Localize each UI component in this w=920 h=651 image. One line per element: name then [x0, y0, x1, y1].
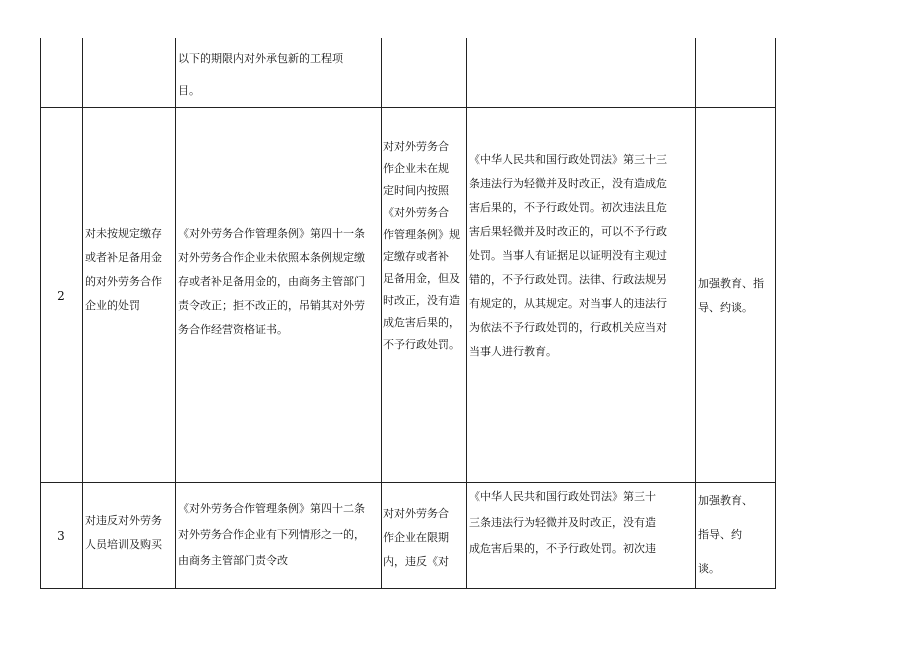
- text-line: 内，违反《对: [383, 555, 449, 568]
- text-line: 作企业未在规: [383, 162, 449, 175]
- row-number: 2: [57, 289, 65, 303]
- text-line: 有规定的，从其规定。对当事人的违法行: [469, 297, 667, 310]
- text-line: 导、约谈。: [698, 301, 753, 314]
- text-line: 或者补足备用金: [85, 251, 162, 264]
- row-number: 3: [57, 529, 65, 543]
- row3-item-cell: [85, 509, 175, 557]
- row1-basis-cell: [178, 43, 378, 107]
- text-line: 对违反对外劳务: [85, 514, 162, 527]
- text-line: 企业的处罚: [85, 299, 140, 312]
- grid-line: [775, 38, 776, 589]
- text-line: 目。: [178, 84, 200, 97]
- text-line: 定缴存或者补: [383, 250, 449, 263]
- text-line: 存或者补足备用金的，由商务主管部门: [178, 275, 365, 288]
- text-line: 害后果轻微并及时改正的，可以不予行政: [469, 225, 667, 238]
- row3-condition-cell: [383, 502, 466, 574]
- grid-line: [175, 38, 176, 589]
- text-line: 《中华人民共和国行政处罚法》第三十三: [469, 153, 667, 166]
- text-line: 时改正，没有造: [383, 294, 460, 307]
- text-line: 条违法行为轻微并及时改正，没有造成危: [469, 177, 667, 190]
- row3-measures-cell: [698, 484, 775, 586]
- text-line: 不予行政处罚。: [383, 338, 460, 351]
- grid-line: [466, 38, 467, 589]
- text-line: 对外劳务合作企业有下列情形之一的，: [178, 528, 365, 541]
- text-line: 人员培训及购买: [85, 538, 162, 551]
- text-line: 对外劳务合作企业未依照本条例规定缴: [178, 251, 365, 264]
- grid-line: [40, 38, 41, 589]
- text-line: 务合作经营资格证书。: [178, 323, 288, 336]
- grid-line: [381, 38, 382, 589]
- text-line: 指导、约: [698, 528, 742, 541]
- text-line: 《中华人民共和国行政处罚法》第三十: [469, 490, 656, 503]
- text-line: 《对外劳务合: [383, 206, 449, 219]
- text-line: 谈。: [698, 562, 720, 575]
- row2-item-cell: [85, 222, 175, 318]
- row2-number: [40, 284, 82, 308]
- text-line: 足备用金，但及: [383, 272, 460, 285]
- grid-line: [82, 38, 83, 589]
- text-line: 加强教育、指: [698, 277, 764, 290]
- text-line: 作企业在限期: [383, 531, 449, 544]
- grid-line: [40, 107, 776, 108]
- text-line: 定时间内按照: [383, 184, 449, 197]
- text-line: 责令改正；拒不改正的，吊销其对外劳: [178, 299, 365, 312]
- text-line: 对对外劳务合: [383, 140, 449, 153]
- grid-line: [695, 38, 696, 589]
- text-line: 处罚。当事人有证据足以证明没有主观过: [469, 249, 667, 262]
- text-line: 对未按规定缴存: [85, 227, 162, 240]
- grid-line: [40, 482, 776, 483]
- text-line: 对对外劳务合: [383, 507, 449, 520]
- text-line: 《对外劳务合作管理条例》第四十一条: [178, 227, 365, 240]
- text-line: 由商务主管部门责令改: [178, 554, 288, 567]
- grid-line: [40, 588, 776, 589]
- text-line: 成危害后果的，不予行政处罚。初次违: [469, 542, 656, 555]
- text-line: 错的，不予行政处罚。法律、行政法规另: [469, 273, 667, 286]
- text-line: 《对外劳务合作管理条例》第四十二条: [178, 502, 365, 515]
- row2-condition-cell: [383, 136, 466, 356]
- row3-number: [40, 524, 82, 548]
- row3-exemption-basis-cell: [469, 484, 695, 562]
- text-line: 加强教育、: [698, 494, 753, 507]
- text-line: 作管理条例》规: [383, 228, 460, 241]
- text-line: 害后果的，不予行政处罚。初次违法且危: [469, 201, 667, 214]
- text-line: 成危害后果的，: [383, 316, 460, 329]
- text-line: 三条违法行为轻微并及时改正，没有造: [469, 516, 656, 529]
- text-line: 的对外劳务合作: [85, 275, 162, 288]
- row2-basis-cell: [178, 222, 381, 342]
- text-line: 以下的期限内对外承包新的工程项: [178, 52, 343, 65]
- text-line: 为依法不予行政处罚的，行政机关应当对: [469, 321, 667, 334]
- row2-measures-cell: [698, 272, 775, 320]
- row2-exemption-basis-cell: [469, 148, 695, 364]
- text-line: 当事人进行教育。: [469, 345, 557, 358]
- row3-basis-cell: [178, 496, 381, 574]
